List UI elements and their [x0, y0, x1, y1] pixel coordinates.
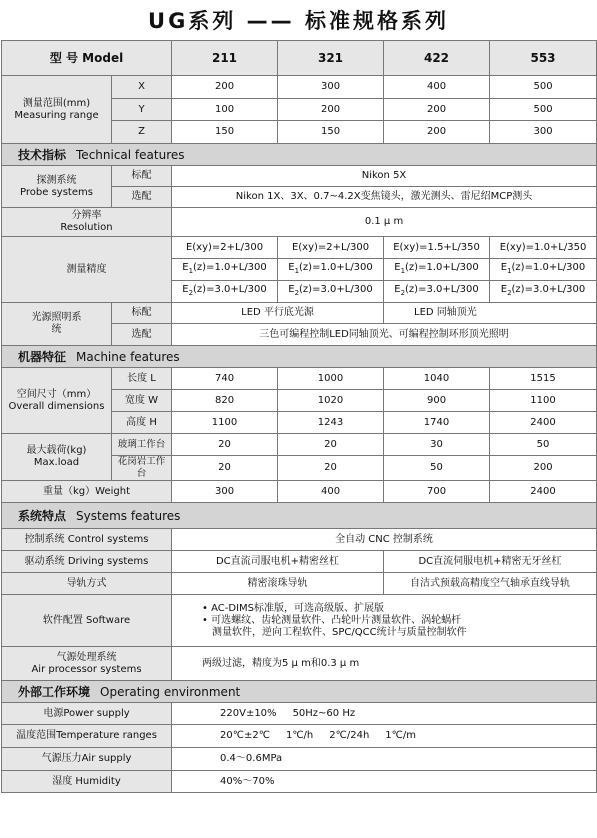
resolution-row: 分辨率 Resolution 0.1 μ m [2, 208, 597, 237]
range-row-x: 测量范围(mm) Measuring range X 200 300 400 500 [2, 76, 597, 99]
model-211: 211 [172, 41, 278, 76]
section-environment: 外部工作环境 Operating environment [2, 681, 597, 703]
humidity-row: 湿度 Humidity 40%～70% [2, 771, 597, 793]
size-row-h: 高度 H 1100 1243 1740 2400 [2, 412, 597, 434]
resolution-label: 分辨率 Resolution [2, 208, 172, 237]
air-processor-label: 气源处理系统 Air processor systems [2, 647, 172, 681]
probe-opt-row: 选配 Nikon 1X、3X、0.7~4.2X变焦镜头，激光测头、雷尼绍MCP测头 [2, 187, 597, 208]
model-label: 型 号 Model [2, 41, 172, 76]
power-row: 电源Power supply 220V±10% 50Hz~60 Hz [2, 703, 597, 725]
model-553: 553 [490, 41, 597, 76]
temp-row: 温度范围Temperature ranges 20℃±2℃ 1℃/h 2℃/24h 1℃/m [2, 725, 597, 748]
probe-label: 探测系统 Probe systems [2, 166, 112, 208]
load-row-granite: 花岗岩工作台 20 20 50 200 [2, 456, 597, 481]
software-row: 软件配置 Software • AC-DIMS标准版，可选高级版、扩展版 • 可选螺纹、齿轮测量软件、凸轮叶片测量软件、涡轮蜗杆 测量软件，逆向工程软件、SPC/QCC统计与质量控制软件 [2, 595, 597, 647]
air-supply-row: 气源压力Air supply 0.4～0.6MPa [2, 748, 597, 771]
accuracy-row-3: $E_2(z)=3.0+L/300$ $E_2(z)=3.0+L/300$ $E_2(z)=3.0+L/300$ $E_2(z)=3.0+L/300$ [2, 281, 597, 303]
load-row-glass: 最大载荷(kg) Max.load 玻璃工作台 20 20 30 50 [2, 434, 597, 456]
guide-row: 导轨方式 精密滚珠导轨 自洁式预载高精度空气轴承直线导轨 [2, 573, 597, 595]
accuracy-row-1: 测量精度 E(xy)=2+L/300 E(xy)=2+L/300 E(xy)=1.5+L/350 E(xy)=1.0+L/350 [2, 237, 597, 259]
model-header-row [2, 41, 597, 76]
model-321: 321 [278, 41, 384, 76]
load-label: 最大载荷(kg) Max.load [2, 434, 112, 481]
light-label: 光源照明系统 [2, 303, 112, 346]
driving-row: 驱动系统 Driving systems DC直流司服电机+精密丝杠 DC直流伺服电机+精密无牙丝杠 [2, 551, 597, 573]
size-row-l: 空间尺寸（mm） Overall dimensions 长度 L 740 1000 1040 1515 [2, 368, 597, 390]
spec-table [1, 40, 597, 793]
section-systems: 系统特点 Systems features [2, 503, 597, 529]
section-machine: 机器特征 Machine features [2, 346, 597, 368]
accuracy-row-2: $E_1(z)=1.0+L/300$ $E_1(z)=1.0+L/300$ $E_1(z)=1.0+L/300$ $E_1(z)=1.0+L/300$ [2, 259, 597, 281]
model-422: 422 [384, 41, 490, 76]
light-std-row: 光源照明系统 标配 LED 平行底光源 LED 同轴顶光 [2, 303, 597, 324]
air-processor-row: 气源处理系统 Air processor systems 两级过滤，精度为5 μ m和0.3 μ m [2, 647, 597, 681]
accuracy-label: 测量精度 [2, 237, 172, 303]
size-label: 空间尺寸（mm） Overall dimensions [2, 368, 112, 434]
weight-label: 重量（kg）Weight [2, 481, 172, 503]
range-row-z: Z 150 150 200 300 [2, 121, 597, 144]
probe-std-row: 探测系统 Probe systems 标配 Nikon 5X [2, 166, 597, 187]
control-row: 控制系统 Control systems 全自动 CNC 控制系统 [2, 529, 597, 551]
weight-row: 重量（kg）Weight 300 400 700 2400 [2, 481, 597, 503]
measuring-range-label: 测量范围(mm) Measuring range [2, 76, 112, 144]
section-technical: 技术指标 Technical features [2, 144, 597, 166]
size-row-w: 宽度 W 820 1020 900 1100 [2, 390, 597, 412]
light-opt-row: 选配 三色可编程控制LED同轴顶光、可编程控制环形顶光照明 [2, 324, 597, 346]
range-row-y: Y 100 200 200 500 [2, 99, 597, 121]
page-title: UG系列 —— 标准规格系列 [148, 9, 449, 33]
